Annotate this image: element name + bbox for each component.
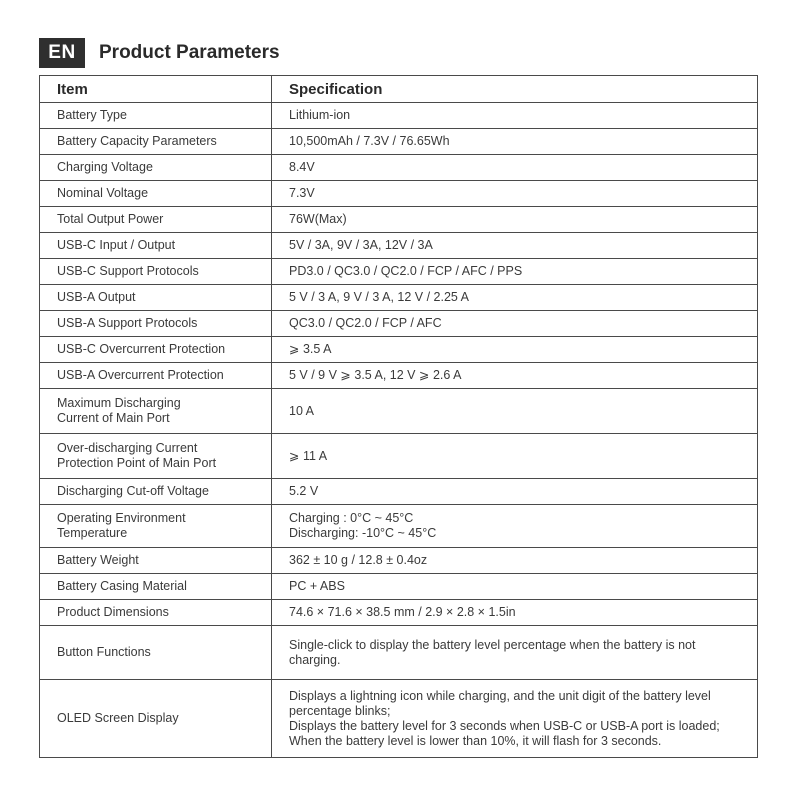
parameter-name: Button Functions (40, 626, 272, 680)
parameter-value: 362 ± 10 g / 12.8 ± 0.4oz (272, 548, 758, 574)
parameter-name: Battery Casing Material (40, 574, 272, 600)
parameter-name: USB-C Overcurrent Protection (40, 337, 272, 363)
parameter-value: QC3.0 / QC2.0 / FCP / AFC (272, 311, 758, 337)
parameters-table (39, 75, 758, 758)
parameter-name: Battery Capacity Parameters (40, 129, 272, 155)
parameter-name: Total Output Power (40, 207, 272, 233)
parameter-name: Battery Type (40, 103, 272, 129)
parameter-value: 5 V / 3 A, 9 V / 3 A, 12 V / 2.25 A (272, 285, 758, 311)
parameter-value: ⩾ 11 A (272, 434, 758, 479)
section-header (39, 38, 280, 68)
table-row (40, 574, 758, 600)
language-badge: EN (39, 38, 85, 68)
table-row (40, 129, 758, 155)
parameter-value: 76W(Max) (272, 207, 758, 233)
table-row (40, 626, 758, 680)
table-row (40, 600, 758, 626)
column-header-item: Item (40, 76, 272, 103)
table-row (40, 479, 758, 505)
parameter-value: 5 V / 9 V ⩾ 3.5 A, 12 V ⩾ 2.6 A (272, 363, 758, 389)
table-row (40, 337, 758, 363)
parameter-name: USB-C Support Protocols (40, 259, 272, 285)
table-row (40, 285, 758, 311)
parameter-value: Lithium-ion (272, 103, 758, 129)
table-row (40, 233, 758, 259)
parameter-value: PC + ABS (272, 574, 758, 600)
parameter-name: USB-A Output (40, 285, 272, 311)
parameter-name: USB-C Input / Output (40, 233, 272, 259)
parameter-value: ⩾ 3.5 A (272, 337, 758, 363)
parameter-value: 10 A (272, 389, 758, 434)
parameter-name: Product Dimensions (40, 600, 272, 626)
table-header-row (40, 76, 758, 103)
parameter-name: Charging Voltage (40, 155, 272, 181)
parameter-name: Over-discharging Current Protection Point of Main Port (40, 434, 272, 479)
parameter-value: 10,500mAh / 7.3V / 76.65Wh (272, 129, 758, 155)
parameter-value: Single-click to display the battery level percentage when the battery is not charging. (272, 626, 758, 680)
parameter-name: Maximum Discharging Current of Main Port (40, 389, 272, 434)
parameter-name: OLED Screen Display (40, 680, 272, 758)
table-row (40, 389, 758, 434)
table-row (40, 103, 758, 129)
table-row (40, 505, 758, 548)
page-title: Product Parameters (99, 42, 280, 63)
table-row (40, 259, 758, 285)
table-row (40, 181, 758, 207)
parameter-value: Charging : 0°C ~ 45°C Discharging: -10°C ~ 45°C (272, 505, 758, 548)
parameter-value: 5V / 3A, 9V / 3A, 12V / 3A (272, 233, 758, 259)
parameter-value: Displays a lightning icon while charging, and the unit digit of the battery level percentage blinks; Displays the battery level for 3 seconds when USB-C or USB-A port is loaded; When the battery level is lower than 10%, it will flash for 3 seconds. (272, 680, 758, 758)
parameter-value: 8.4V (272, 155, 758, 181)
table-row (40, 680, 758, 758)
parameter-name: USB-A Support Protocols (40, 311, 272, 337)
column-header-specification: Specification (272, 76, 758, 103)
table-row (40, 434, 758, 479)
table-row (40, 363, 758, 389)
parameter-name: Operating Environment Temperature (40, 505, 272, 548)
parameter-name: Nominal Voltage (40, 181, 272, 207)
table-row (40, 548, 758, 574)
parameter-value: PD3.0 / QC3.0 / QC2.0 / FCP / AFC / PPS (272, 259, 758, 285)
parameter-name: Battery Weight (40, 548, 272, 574)
parameter-value: 5.2 V (272, 479, 758, 505)
parameter-name: USB-A Overcurrent Protection (40, 363, 272, 389)
table-row (40, 311, 758, 337)
table-row (40, 207, 758, 233)
parameter-value: 7.3V (272, 181, 758, 207)
table-row (40, 155, 758, 181)
parameter-value: 74.6 × 71.6 × 38.5 mm / 2.9 × 2.8 × 1.5in (272, 600, 758, 626)
parameter-name: Discharging Cut-off Voltage (40, 479, 272, 505)
table-body (40, 103, 758, 758)
